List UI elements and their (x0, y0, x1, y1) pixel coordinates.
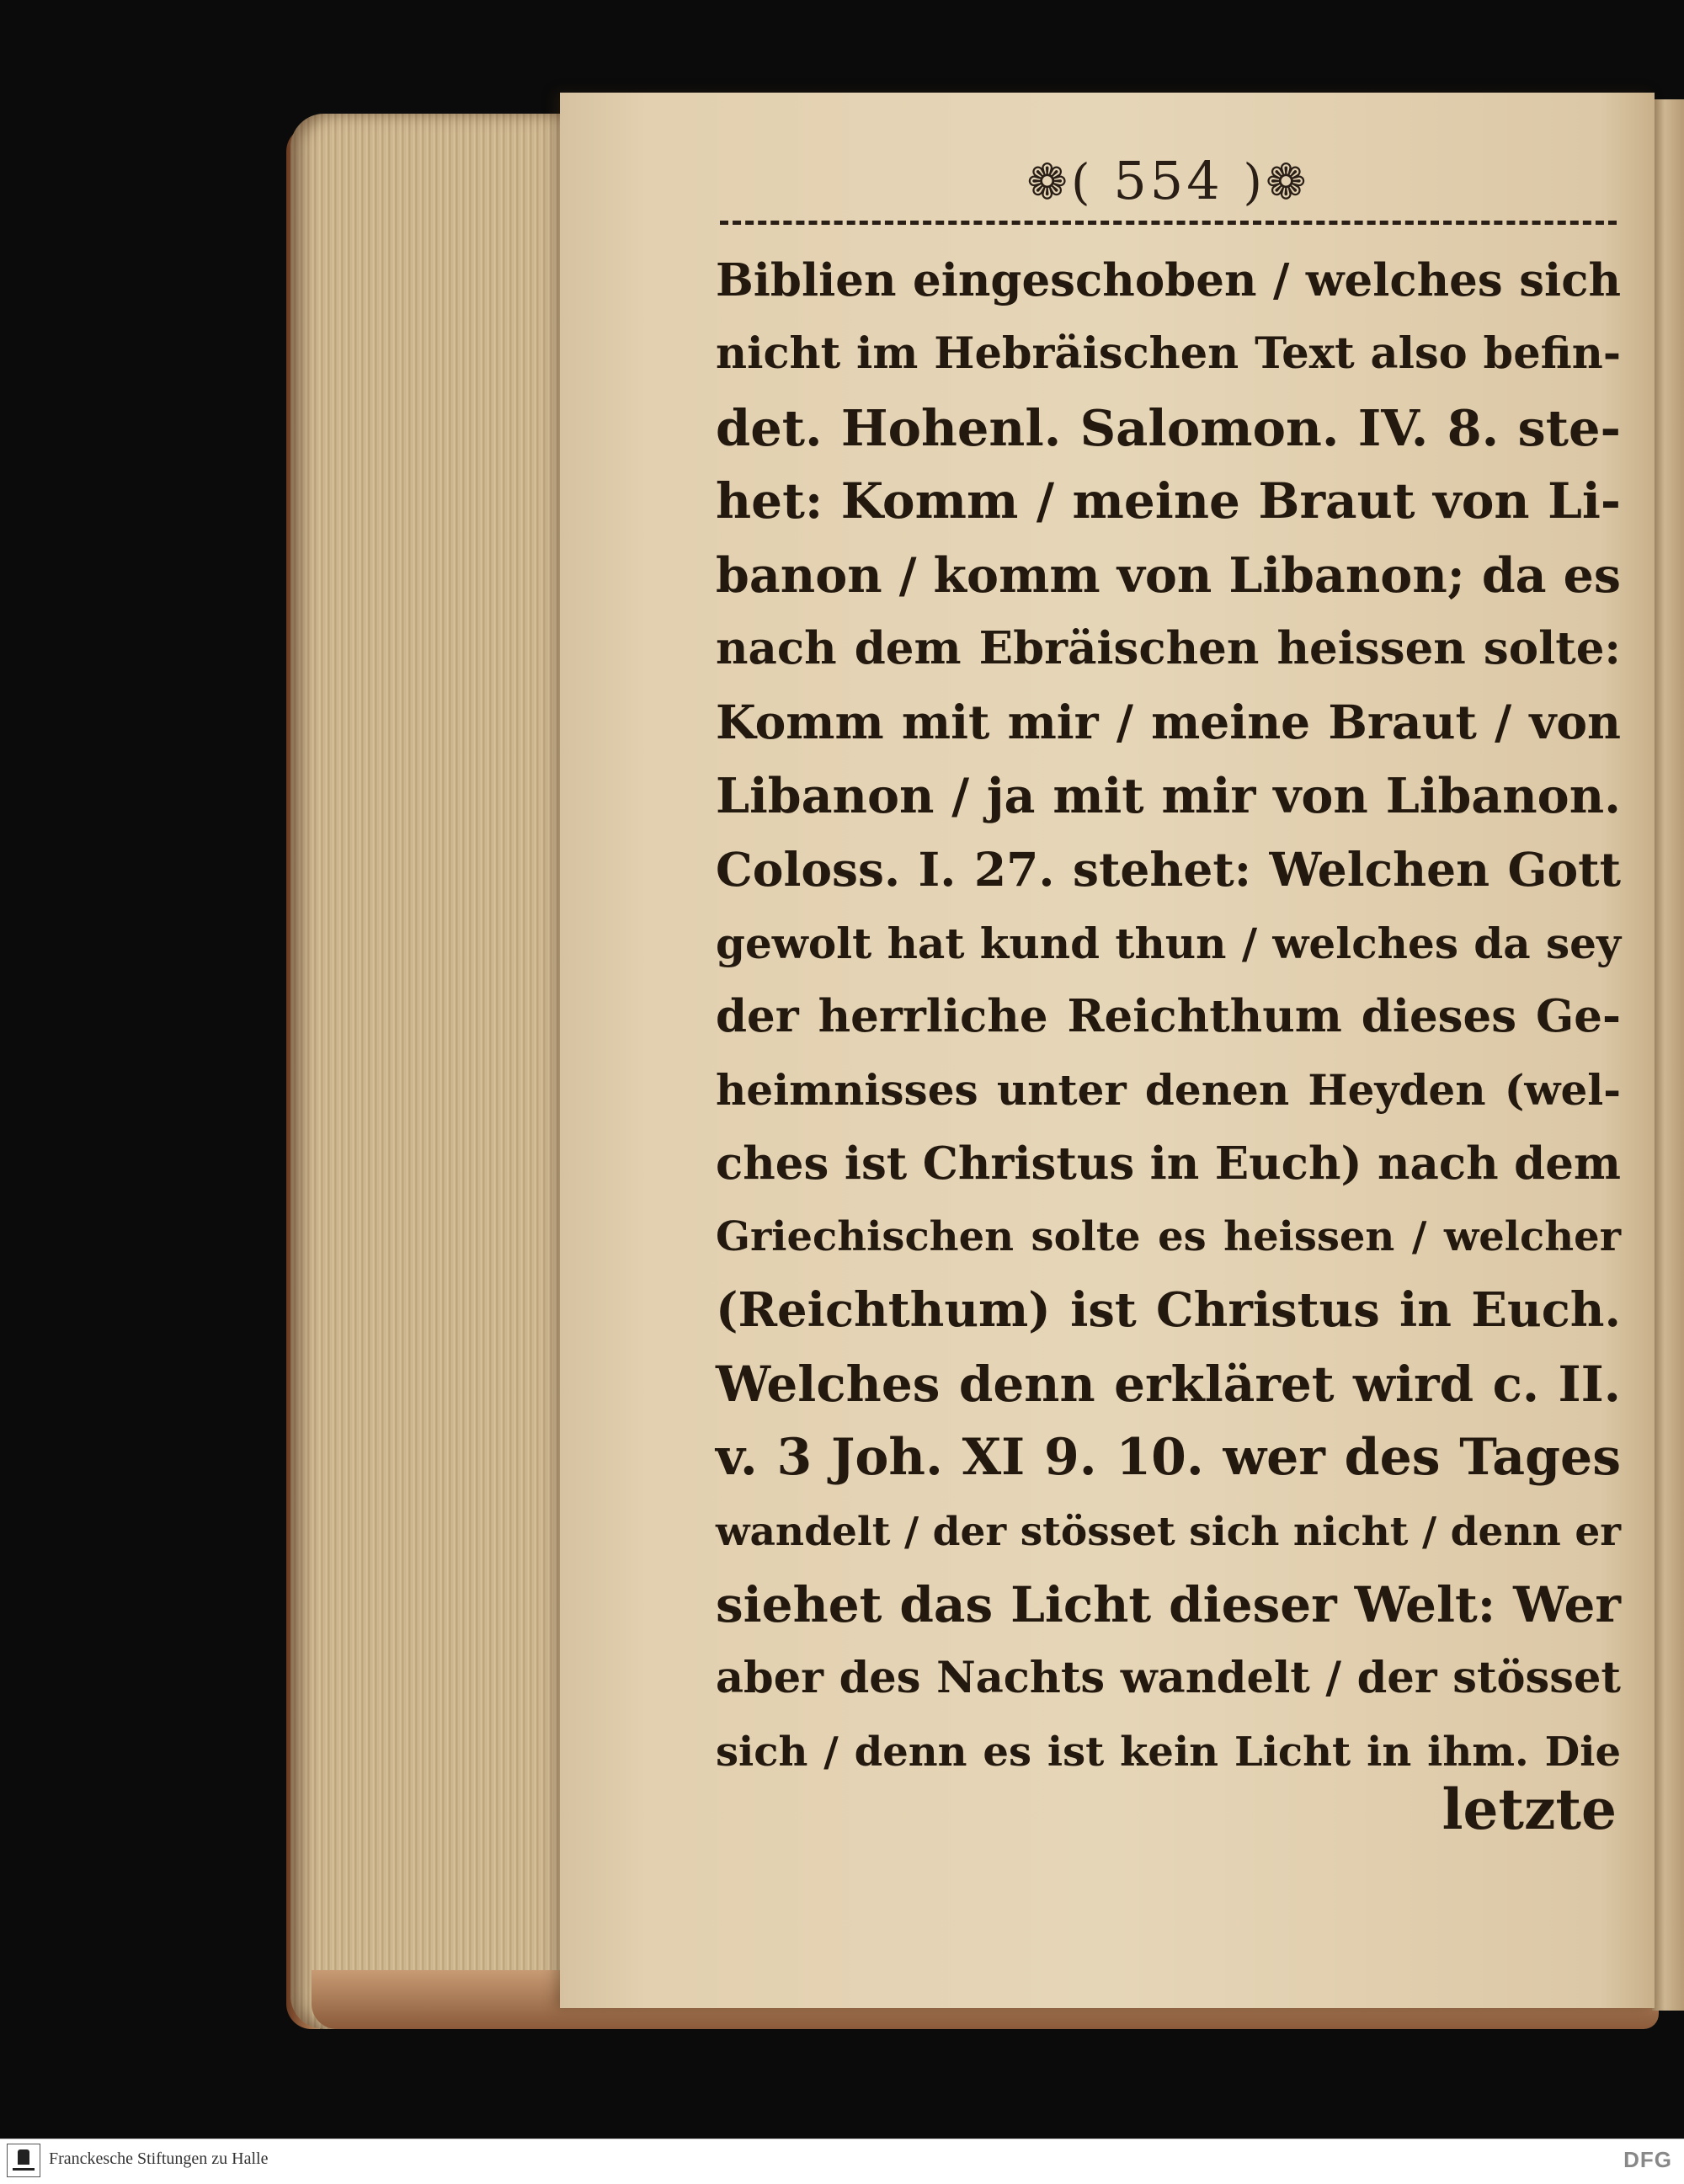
text-line: heimnisses unter denen Heyden (wel- (716, 1065, 1621, 1116)
dfg-logo: DFG (1623, 2147, 1672, 2172)
header-ornament-right: )❁ (1243, 153, 1310, 210)
book-page-edges (290, 114, 577, 2029)
text-line: ches ist Christus in Euch) nach dem (716, 1137, 1622, 1190)
text-line: Komm mit mir / meine Braut / von (716, 695, 1621, 750)
header-rule (720, 221, 1617, 225)
text-line: aber des Nachts wandelt / der stösset (716, 1653, 1621, 1704)
text-line: Griechischen solte es heissen / welcher (716, 1213, 1621, 1261)
text-line: Libanon / ja mit mir von Libanon. (716, 767, 1621, 824)
text-line: gewolt hat kund thun / welches da sey (716, 918, 1621, 968)
header-ornament-left: ❁( (1026, 153, 1094, 210)
text-line: (Reichthum) ist Christus in Euch. (716, 1282, 1621, 1339)
facing-page-edge (1652, 99, 1684, 2011)
text-line: nach dem Ebräischen heissen solte: (716, 621, 1621, 674)
text-line: det. Hohenl. Salomon. IV. 8. ste- (716, 398, 1621, 457)
text-line: Biblien eingeschoben / welches sich (716, 254, 1621, 306)
text-line: het: Komm / meine Braut von Li- (716, 472, 1621, 530)
text-line: wandelt / der stösset sich nicht / denn er (716, 1508, 1621, 1555)
text-line: Coloss. I. 27. stehet: Welchen Gott (716, 842, 1621, 898)
catchword: letzte (1442, 1776, 1617, 1842)
text-line: v. 3 Joh. XI 9. 10. wer des Tages (716, 1428, 1621, 1488)
text-line: banon / komm von Libanon; da es (716, 546, 1621, 604)
institution-logo-icon (7, 2144, 40, 2177)
text-line: der herrliche Reichthum dieses Ge- (716, 989, 1621, 1042)
page-number: 554 (1113, 150, 1223, 211)
page-header (720, 150, 1617, 211)
text-line: Welches denn erkläret wird c. II. (716, 1355, 1621, 1413)
text-line: sich / denn es ist kein Licht in ihm. Die (716, 1728, 1621, 1776)
page-body-text (716, 244, 1621, 1789)
institution-name: Franckesche Stiftungen zu Halle (49, 2149, 269, 2168)
text-line: siehet das Licht dieser Welt: Wer (716, 1576, 1621, 1634)
text-line: nicht im Hebräischen Text also befin- (716, 328, 1621, 380)
